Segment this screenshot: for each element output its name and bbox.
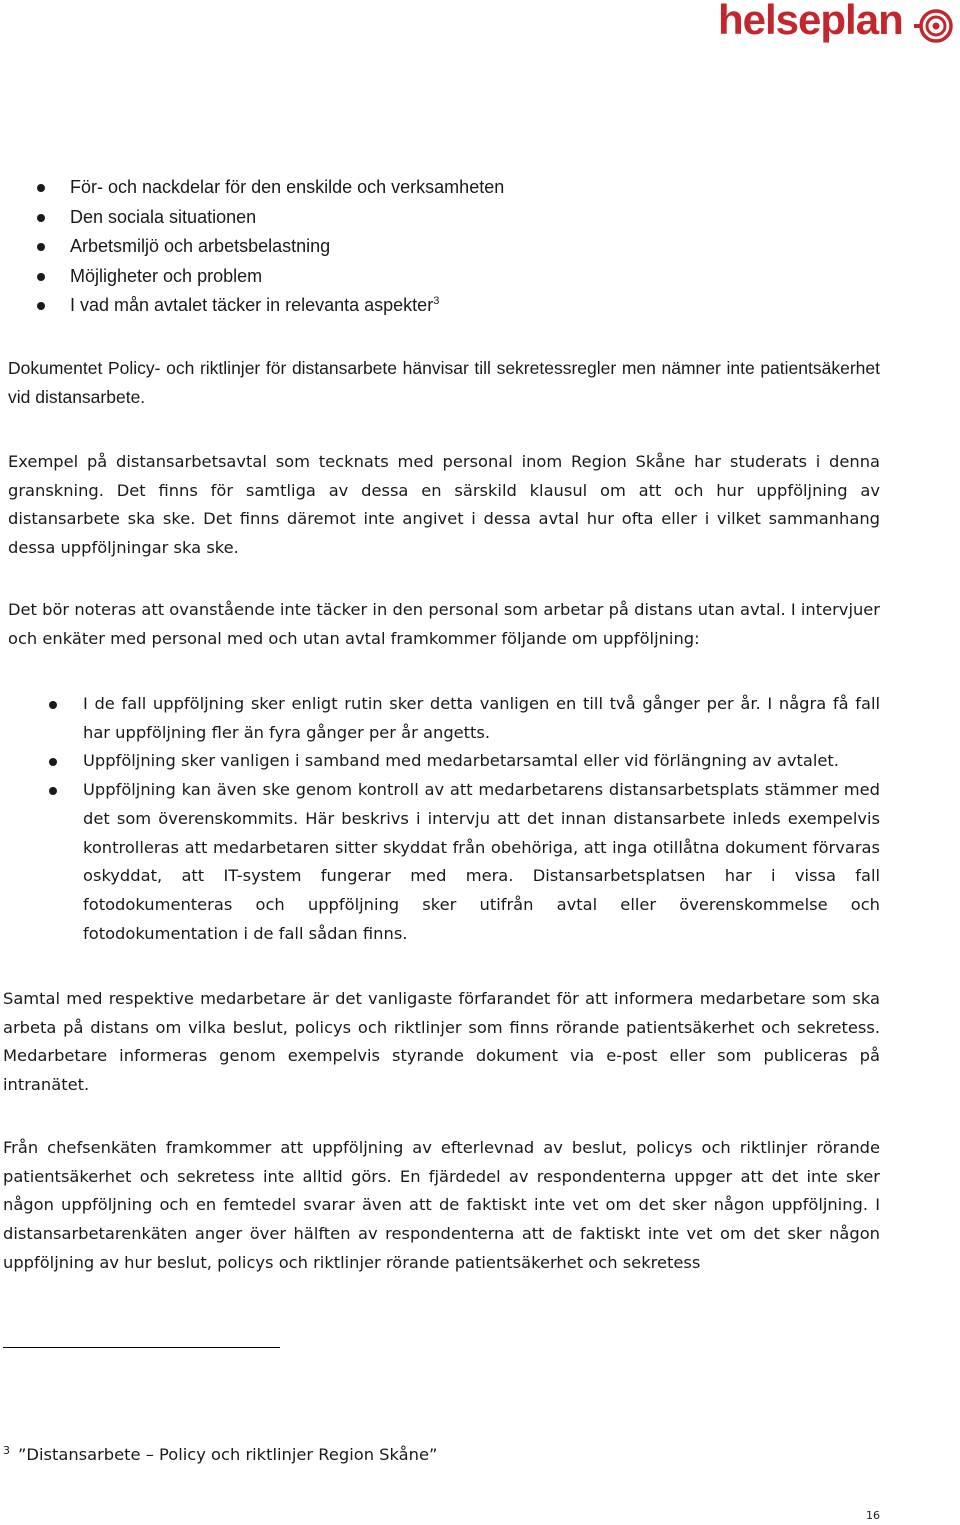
paragraph-policy: Dokumentet Policy- och riktlinjer för distansarbete hänvisar till sekretessregler men nämner inte patientsäkerhet vid distansarbete. [8, 358, 880, 407]
footnote-text: ”Distansarbete – Policy och riktlinjer Region Skåne” [18, 1445, 438, 1464]
list-item: För- och nackdelar för den enskilde och verksamheten [0, 173, 504, 203]
bullet-icon [49, 758, 57, 766]
paragraph-conversations: Samtal med respektive medarbetare är det vanligaste förfarandet för att informera medarbetare som ska arbeta på distans om vilka beslut, policys och riktlinjer som finns rörande patientsäkerhet och sekretess. Medarbetare informeras genom exempelvis styrande dokument via e-post eller som publiceras på intranätet. [3, 989, 880, 1095]
followup-list [0, 690, 880, 948]
list-item: Uppföljning kan även ske genom kontroll av att medarbetarens distansarbetsplats stämmer med det som överenskommits. Här beskrivs i intervju att det innan distansarbete inleds exempelvis kontrolleras att medarbetaren sitter skyddat från obehöriga, att inga otillåtna dokument förvaras oskyddat, att IT-system fungerar med mera. Distansarbetsplatsen har i vissa fall fotodokumenteras och uppföljning sker utifrån avtal eller överenskommelse och fotodokumentation i de fall sådan finns. [0, 776, 880, 948]
helseplan-logo [718, 0, 958, 46]
list-item: Möjligheter och problem [0, 262, 504, 292]
bullet-icon [37, 243, 45, 251]
bullet-icon [37, 273, 45, 281]
logo-wordmark: helseplan [718, 0, 903, 43]
footnote [3, 1445, 437, 1464]
criteria-list [0, 173, 504, 321]
list-item: Uppföljning sker vanligen i samband med medarbetarsamtal eller vid förlängning av avtalet. [0, 747, 880, 776]
bullet-icon [37, 214, 45, 222]
bullet-icon [49, 701, 57, 709]
list-item: I vad mån avtalet täcker in relevanta aspekter$^3$ [0, 291, 504, 321]
list-item: Arbetsmiljö och arbetsbelastning [0, 232, 504, 262]
bullet-icon [37, 302, 45, 310]
paragraph-agreements: Exempel på distansarbetsavtal som tecknats med personal inom Region Skåne har studerats i denna granskning. Det finns för samtliga av dessa en särskild klausul om att och hur uppföljning av distansarbete ska ske. Det finns däremot inte angivet i dessa avtal hur ofta eller i vilket sammanhang dessa uppföljningar ska ske. [8, 452, 880, 557]
footnote-reference[interactable]: 3 [433, 295, 440, 307]
list-item: I de fall uppföljning sker enligt rutin sker detta vanligen en till två gånger per år. I några få fall har uppföljning fler än fyra gånger per år angetts. [0, 690, 880, 747]
bullet-icon [49, 787, 57, 795]
list-item: Den sociala situationen [0, 203, 504, 233]
paragraph-survey: Från chefsenkäten framkommer att uppföljning av efterlevnad av beslut, policys och riktlinjer rörande patientsäkerhet och sekretess inte alltid görs. En fjärdedel av respondenterna uppger att det inte sker någon uppföljning och en femtedel svarar även att de faktiskt inte vet om det sker någon uppföljning. I distansarbetarenkäten anger över hälften av respondenterna att de faktiskt inte vet om det sker någon uppföljning av hur beslut, policys och riktlinjer rörande patientsäkerhet och sekretess [3, 1138, 880, 1272]
bullet-icon [37, 184, 45, 192]
footnote-divider [3, 1347, 280, 1348]
target-icon [914, 4, 954, 44]
paragraph-interviews: Det bör noteras att ovanstående inte täcker in den personal som arbetar på distans utan avtal. I intervjuer och enkäter med personal med och utan avtal framkommer följande om uppföljning: [8, 600, 880, 648]
footnote-number: 3 [3, 1443, 10, 1457]
page-number: 16 [866, 1509, 880, 1522]
